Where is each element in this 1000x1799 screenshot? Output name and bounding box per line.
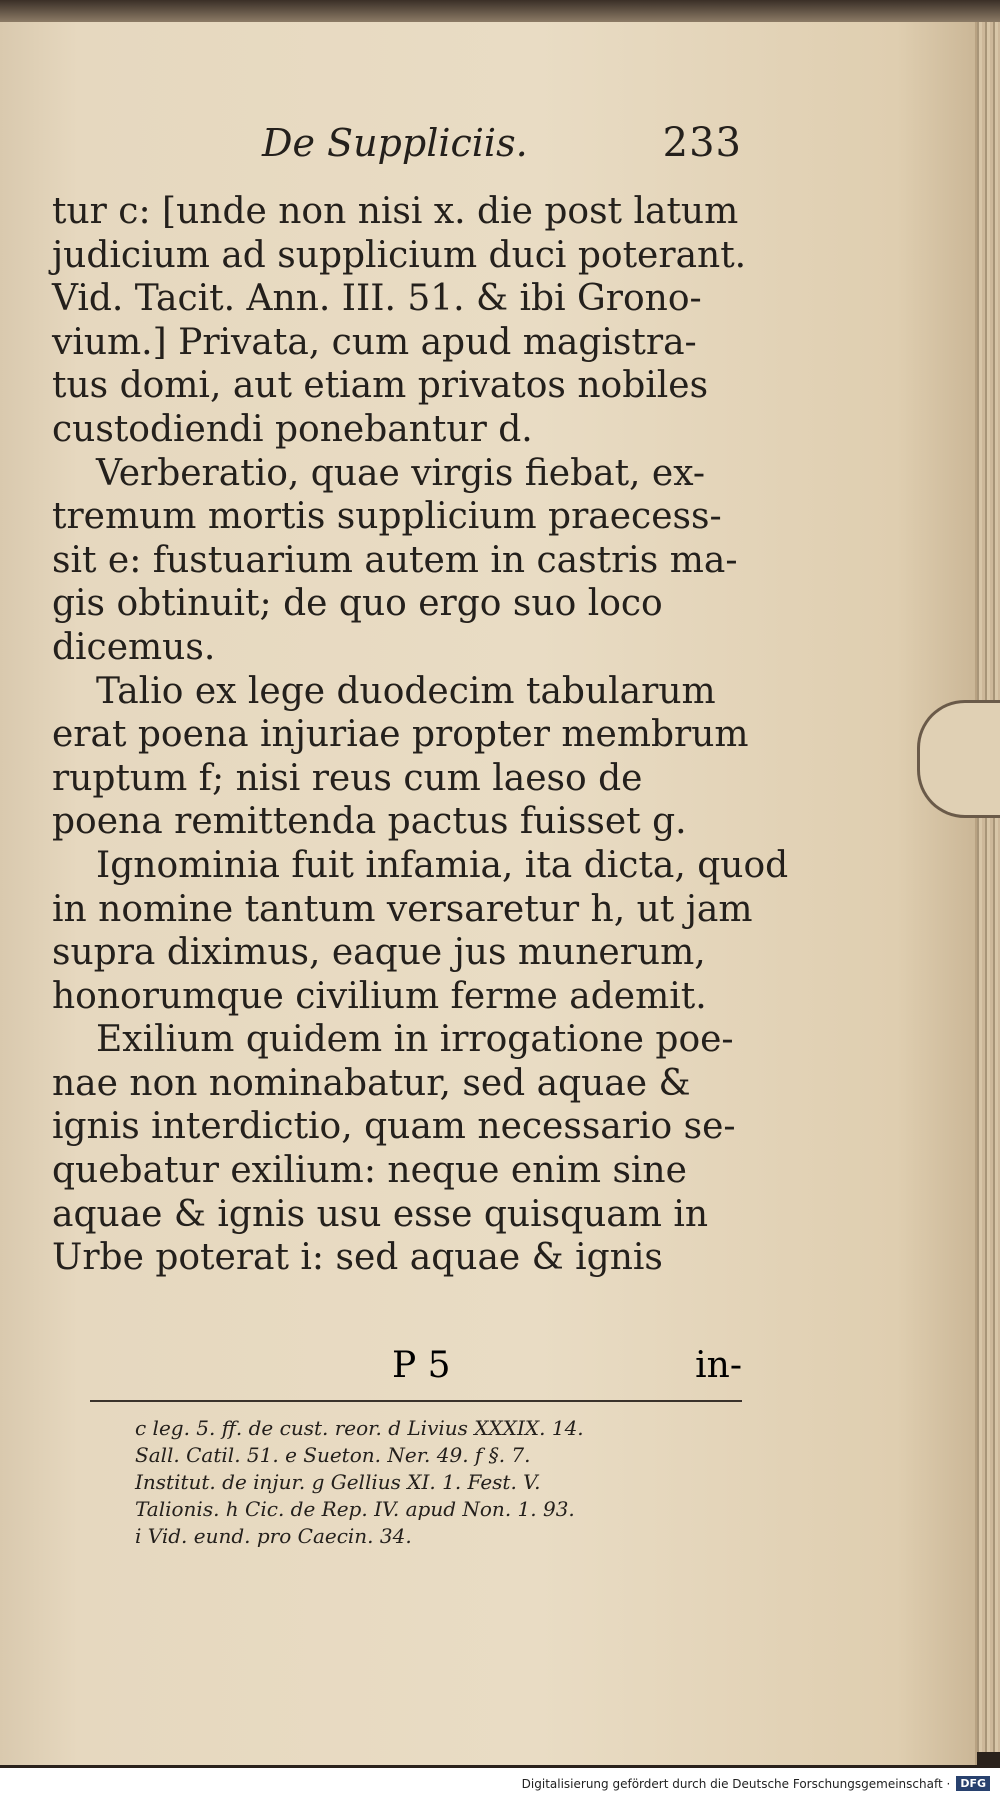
- text-line: custodiendi ponebantur d.: [52, 408, 533, 450]
- footnote-line: Sall. Catil. 51. e Sueton. Ner. 49. f §. 7.: [135, 1443, 531, 1467]
- text-line: Talio ex lege duodecim tabularum: [96, 670, 716, 712]
- text-line: ignis interdictio, quam necessario se-: [52, 1106, 736, 1148]
- text-line: supra diximus, eaque jus munerum,: [52, 932, 706, 974]
- text-line: tus domi, aut etiam privatos nobiles: [52, 365, 709, 407]
- footnotes: [135, 1415, 750, 1550]
- dfg-logo: DFG: [956, 1776, 990, 1791]
- text-line: Vid. Tacit. Ann. III. 51. & ibi Grono-: [52, 278, 702, 320]
- catchword: in-: [695, 1345, 742, 1386]
- text-line: Urbe poterat i: sed aquae & ignis: [52, 1237, 663, 1279]
- book-clip: [917, 700, 1000, 818]
- running-head: De Suppliciis.: [262, 121, 528, 165]
- footnote-line: Institut. de injur. g Gellius XI. 1. Fest. V.: [135, 1470, 541, 1494]
- footnote-line: i Vid. eund. pro Caecin. 34.: [135, 1524, 412, 1548]
- text-line: Verberatio, quae virgis fiebat, ex-: [96, 452, 706, 494]
- text-line: judicium ad supplicium duci poterant.: [52, 234, 747, 276]
- body-text: [52, 190, 789, 1280]
- text-line: nae non nominabatur, sed aquae &: [52, 1062, 691, 1104]
- text-line: vium.] Privata, cum apud magistra-: [52, 321, 697, 363]
- text-block: [52, 120, 789, 1280]
- text-line: erat poena injuriae propter membrum: [52, 714, 749, 756]
- text-line: Ignominia fuit infamia, ita dicta, quod: [96, 844, 789, 886]
- text-line: dicemus.: [52, 626, 216, 668]
- page-header: [52, 120, 742, 190]
- signature-line: [52, 1345, 742, 1386]
- footnote-line: Talionis. h Cic. de Rep. IV. apud Non. 1. 93.: [135, 1497, 575, 1521]
- text-line: ruptum f; nisi reus cum laeso de: [52, 757, 643, 799]
- text-line: gis obtinuit; de quo ergo suo loco: [52, 583, 663, 625]
- footnote-line: c leg. 5. ff. de cust. reor. d Livius XXXIX. 14.: [135, 1416, 584, 1440]
- text-line: aquae & ignis usu esse quisquam in: [52, 1193, 709, 1235]
- text-line: tur c: [unde non nisi x. die post latum: [52, 191, 739, 232]
- text-line: sit e: fustuarium autem in castris ma-: [52, 539, 738, 581]
- footer-credit: Digitalisierung gefördert durch die Deutsche Forschungsgemeinschaft ·: [521, 1776, 951, 1791]
- digitization-footer: [0, 1768, 1000, 1799]
- footnote-rule: [90, 1400, 742, 1402]
- page-top-shadow: [0, 0, 1000, 22]
- text-line: honorumque civilium ferme ademit.: [52, 975, 707, 1017]
- text-line: quebatur exilium: neque enim sine: [52, 1150, 687, 1192]
- text-line: poena remittenda pactus fuisset g.: [52, 801, 687, 843]
- page-number: 233: [662, 120, 742, 166]
- text-line: tremum mortis supplicium praecess-: [52, 496, 722, 538]
- signature-mark: P 5: [392, 1345, 451, 1386]
- text-line: Exilium quidem in irrogatione poe-: [96, 1019, 734, 1061]
- text-line: in nomine tantum versaretur h, ut jam: [52, 888, 753, 930]
